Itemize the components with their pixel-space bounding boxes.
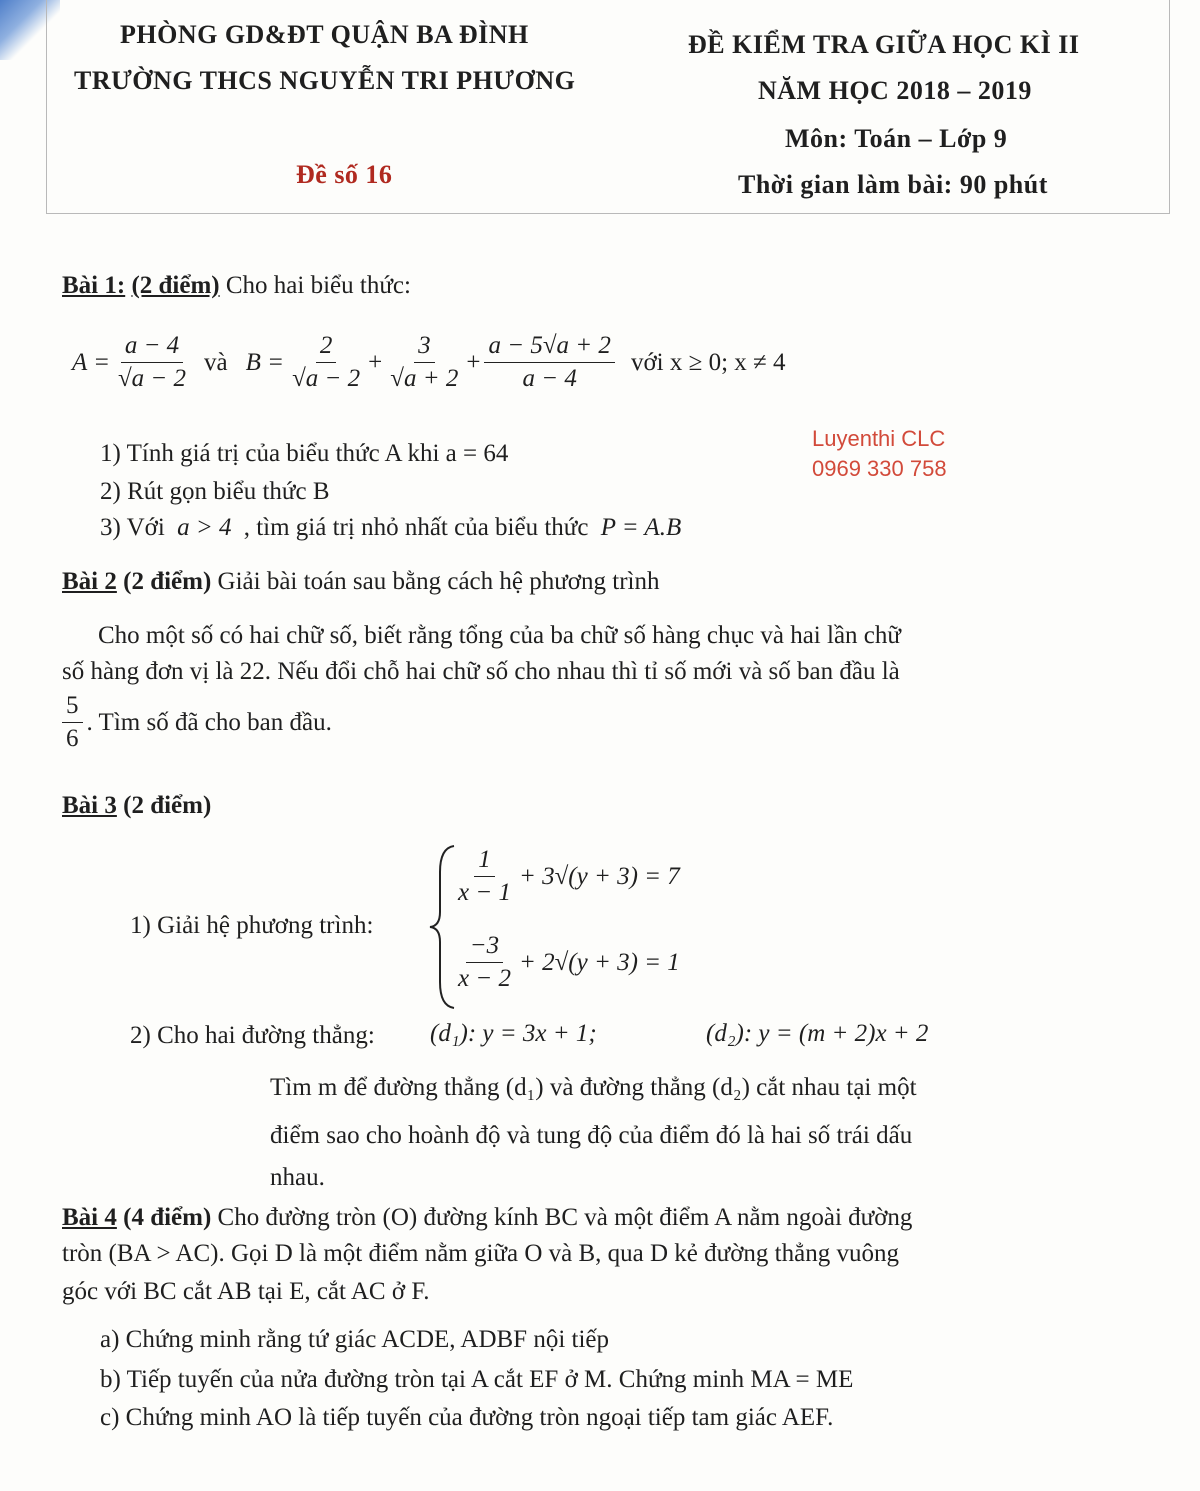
bai2-line-2: số hàng đơn vị là 22. Nếu đổi chỗ hai chữ số cho nhau thì tỉ số mới và số ban đầu là xyxy=(62,658,900,685)
formula-a-denominator: √a − 2 xyxy=(117,365,187,392)
bai3-q2-line-1: Tìm m để đường thẳng (d₁) và đường thẳng (d₂) cắt nhau tại một xyxy=(270,1074,917,1101)
bai1-heading xyxy=(62,272,411,300)
formula-b-fraction-3 xyxy=(484,332,614,393)
domain-condition: với x ≥ 0; x ≠ 4 xyxy=(630,348,786,376)
school-name: TRƯỜNG THCS NGUYỄN TRI PHƯƠNG xyxy=(74,66,576,95)
bai2-intro: Giải bài toán sau bằng cách hệ phương trình xyxy=(217,568,660,595)
ratio-fraction xyxy=(62,692,83,753)
bai4-question-a: a) Chứng minh rằng tứ giác ACDE, ADBF nội tiếp xyxy=(100,1326,610,1353)
q3-prefix: 3) Với xyxy=(100,514,165,541)
exam-duration: Thời gian làm bài: 90 phút xyxy=(738,170,1048,199)
bai3-question-2: 2) Cho hai đường thẳng: xyxy=(130,1022,375,1049)
exam-title: ĐỀ KIỂM TRA GIỮA HỌC KÌ II xyxy=(688,30,1080,59)
eq1-fraction xyxy=(454,846,515,907)
line-d1: (d₁): y = 3x + 1; xyxy=(430,1020,597,1047)
eq1-numerator: 1 xyxy=(474,846,495,877)
formula-b-lhs: B = xyxy=(245,348,285,376)
fraction-3-denominator: a − 4 xyxy=(522,365,577,392)
ratio-denominator: 6 xyxy=(66,725,79,752)
fraction-1-numerator: 2 xyxy=(316,332,337,363)
exam-code: Đề số 16 xyxy=(296,160,393,189)
fraction-2-numerator: 3 xyxy=(414,332,435,363)
bai3-points: (2 điểm) xyxy=(123,792,212,819)
system-equation-1 xyxy=(450,846,680,907)
watermark-brand: Luyenthi CLC xyxy=(812,426,946,451)
formula-a-lhs: A = xyxy=(72,348,110,376)
q3-expression: P = A.B xyxy=(600,514,682,541)
fraction-3-numerator: a − 5√a + 2 xyxy=(484,332,614,363)
bai2-label: Bài 2 xyxy=(62,568,117,595)
formula-a-numerator: a − 4 xyxy=(121,332,183,363)
system-equation-2 xyxy=(450,932,680,993)
eq1-denominator: x − 1 xyxy=(458,879,511,906)
bai2-points: (2 điểm) xyxy=(123,568,212,595)
bai1-question-3 xyxy=(100,514,681,542)
department-name: PHÒNG GD&ĐT QUẬN BA ĐÌNH xyxy=(120,20,529,49)
bai4-line-1: Cho đường tròn (O) đường kính BC và một điểm A nằm ngoài đường xyxy=(217,1204,913,1231)
fraction-2-denominator: √a + 2 xyxy=(390,365,459,392)
ratio-numerator: 5 xyxy=(62,692,83,723)
bai1-points: (2 điểm) xyxy=(131,272,220,299)
watermark-phone: 0969 330 758 xyxy=(812,456,947,481)
q3-text: , tìm giá trị nhỏ nhất của biểu thức xyxy=(243,514,589,541)
bai2-line-3 xyxy=(58,692,332,753)
subject-grade: Môn: Toán – Lớp 9 xyxy=(785,124,1008,153)
bai4-heading xyxy=(62,1204,912,1232)
bai3-q2-line-2: điểm sao cho hoành độ và tung độ của điểm đó là hai số trái dấu xyxy=(270,1122,913,1149)
fraction-1-denominator: √a − 2 xyxy=(292,365,361,392)
bai4-points: (4 điểm) xyxy=(123,1204,212,1231)
formula-b-fraction-2 xyxy=(386,332,462,393)
eq1-rest: + 3√(y + 3) = 7 xyxy=(518,862,680,890)
bai1-intro: Cho hai biểu thức: xyxy=(225,272,411,299)
bai1-formulas: A = $\frac{a - 4}{√a - 2}$ và B = $\frac{2}{√a - 2}$ + $\frac{3}{√a + 2}$ + $\frac{a - 5√a + 2}{a - 4}$ với x ≥ 0; x ≠ 4 xyxy=(72,332,786,392)
bai3-question-1: 1) Giải hệ phương trình: xyxy=(130,912,374,939)
conjunction-va: và xyxy=(204,348,228,376)
bai2-line-1: Cho một số có hai chữ số, biết rằng tổng của ba chữ số hàng chục và hai lần chữ xyxy=(98,622,901,649)
bai2-question: . Tìm số đã cho ban đầu. xyxy=(86,708,332,736)
bai1-question-1: 1) Tính giá trị của biểu thức A khi a = 64 xyxy=(100,440,509,467)
formula-b-fraction-1 xyxy=(288,332,364,393)
bai4-label: Bài 4 xyxy=(62,1204,117,1231)
bai4-question-b: b) Tiếp tuyến của nửa đường tròn tại A cắt EF ở M. Chứng minh MA = ME xyxy=(100,1366,854,1393)
bai4-question-c: c) Chứng minh AO là tiếp tuyến của đường tròn ngoại tiếp tam giác AEF. xyxy=(100,1404,834,1431)
bai3-q2-line-3: nhau. xyxy=(270,1164,325,1191)
line-d2: (d₂): y = (m + 2)x + 2 xyxy=(706,1020,929,1047)
school-year: NĂM HỌC 2018 – 2019 xyxy=(758,76,1032,105)
formula-a-fraction xyxy=(114,332,190,393)
bai1-question-2: 2) Rút gọn biểu thức B xyxy=(100,478,330,505)
bai3-heading xyxy=(62,792,211,820)
eq2-fraction xyxy=(454,932,515,993)
bai3-label: Bài 3 xyxy=(62,792,117,819)
eq2-denominator: x − 2 xyxy=(458,965,511,992)
bai2-heading xyxy=(62,568,659,596)
eq2-rest: + 2√(y + 3) = 1 xyxy=(518,948,680,976)
bai1-label: Bài 1: xyxy=(62,272,126,299)
q3-condition: a > 4 xyxy=(177,514,232,541)
bai4-line-2: tròn (BA > AC). Gọi D là một điểm nằm giữa O và B, qua D kẻ đường thẳng vuông xyxy=(62,1240,899,1267)
eq2-numerator: −3 xyxy=(466,932,503,963)
bai4-line-3: góc với BC cắt AB tại E, cắt AC ở F. xyxy=(62,1278,430,1305)
